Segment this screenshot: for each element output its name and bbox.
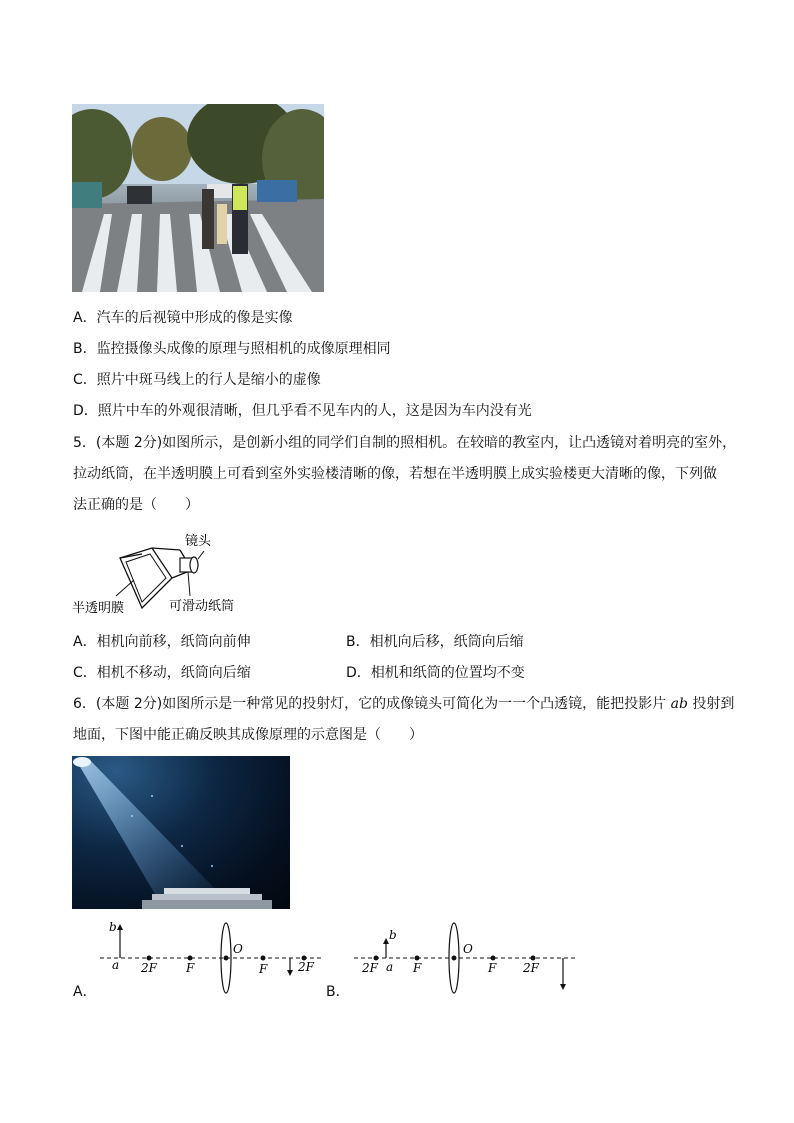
q5-stem-line2: 拉动纸筒，在半透明膜上可看到室外实验楼清晰的像，若想在半透明膜上成实验楼更大清晰的像，下列做 (73, 466, 717, 482)
q4-option-b: B．监控摄像头成像的原理与照相机的成像原理相同 (73, 341, 391, 357)
ray-diagram-b (350, 915, 580, 995)
q5-option-a: A．相机向前移，纸筒向前伸 (73, 634, 251, 650)
label-2f-right-b: 2F (523, 961, 539, 975)
diy-camera-figure (72, 526, 262, 618)
label-a-a: a (112, 958, 120, 972)
q6-stem-line2: 地面，下图中能正确反映其成像原理的示意图是（ ） (73, 727, 423, 743)
q6-stem-part2: 投射到 (687, 696, 735, 712)
q5-stem-line1: 5．(本题 2分)如图所示，是创新小组的同学们自制的照相机。在较暗的教室内，让凸透镜对着明亮的室外， (73, 435, 737, 451)
q4-option-c: C．照片中斑马线上的行人是缩小的虚像 (73, 372, 321, 388)
label-o-b: O (463, 942, 473, 956)
q6-stem-part1: 6．(本题 2分)如图所示是一种常见的投射灯，它的成像镜头可简化为一一个凸透镜，能把投影片 (73, 696, 671, 712)
label-f-left-a: F (186, 961, 195, 975)
q6-option-b: B． (326, 984, 350, 1000)
label-2f-left-b: 2F (362, 961, 378, 975)
q5-option-c: C．相机不移动，纸筒向后缩 (73, 665, 251, 681)
label-f-right-b: F (488, 961, 497, 975)
lens-label: 镜头 (185, 534, 212, 549)
street-crossing-photo (72, 104, 324, 292)
tube-label: 可滑动纸筒 (169, 599, 235, 614)
label-b-b: b (389, 928, 397, 942)
label-o-a: O (233, 942, 243, 956)
q6-option-a: A． (73, 984, 97, 1000)
q6-stem-line1 (73, 694, 734, 714)
label-2f-right-a: 2F (298, 960, 314, 974)
q4-option-a: A．汽车的后视镜中形成的像是实像 (73, 310, 293, 326)
q4-option-d: D．照片中车的外观很清晰，但几乎看不见车内的人，这是因为车内没有光 (73, 403, 532, 419)
label-a-b: a (386, 960, 394, 974)
film-label: 半透明膜 (72, 601, 125, 616)
q6-stem-ab: ab (670, 696, 688, 712)
q5-option-d: D．相机和纸筒的位置均不变 (346, 665, 525, 681)
label-2f-left-a: 2F (141, 961, 157, 975)
ray-diagram-a (96, 915, 326, 995)
q5-stem-line3: 法正确的是（ ） (73, 497, 199, 513)
label-b-a: b (109, 920, 117, 934)
label-f-left-b: F (413, 961, 422, 975)
q5-option-b: B．相机向后移，纸筒向后缩 (346, 634, 524, 650)
spotlight-photo (72, 756, 290, 909)
label-f-right-a: F (259, 962, 268, 976)
